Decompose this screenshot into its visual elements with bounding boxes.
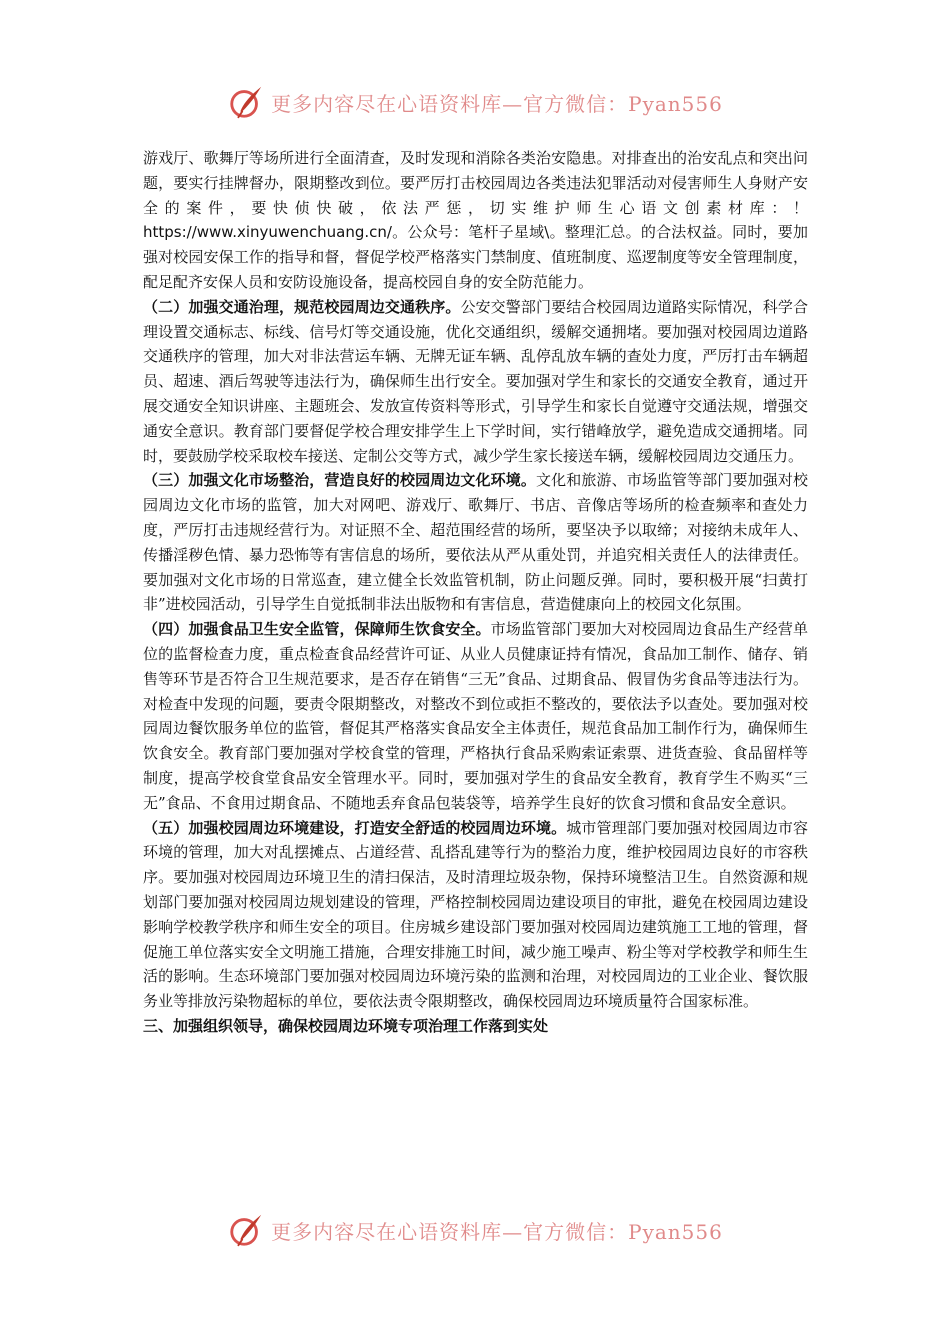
quill-circle-icon [227,1211,265,1249]
section-text: 市场监管部门要加大对校园周边食品生产经营单位的监督检查力度，重点检查食品经营许可证、从业人员健康证持有情况，食品加工制作、储存、销售等环节是否符合卫生规范要求，是否存在销售“三无”食品、过期食品、假冒伪劣食品等违法行为。对检查中发现的问题，要责令限期整改，对整改不到位或拒不整改的，要依法予以查处。要加强对校园周边餐饮服务单位的监管，督促其严格落实食品安全主体责任，规范食品加工制作行为，确保师生饮食安全。教育部门要加强对学校食堂的管理，严格执行食品采购索证索票、进货查验、食品留样等制度，提高学校食堂食品安全管理水平。同时，要加强对学生的食品安全教育，教育学生不购买“三无”食品、不食用过期食品、不随地丢弃食品包装袋等，培养学生良好的饮食习惯和食品安全意识。 [143,620,808,812]
section-title: （三）加强文化市场整治，营造良好的校园周边文化环境。 [143,471,537,490]
footer-banner [0,1210,950,1250]
section-title: （五）加强校园周边环境建设，打造安全舒适的校园周边环境。 [143,818,567,837]
section-text: 公安交警部门要结合校园周边道路实际情况，科学合理设置交通标志、标线、信号灯等交通设施，优化交通组织，缓解交通拥堵。要加强对校园周边道路交通秩序的管理，加大对非法营运车辆、无牌无证车辆、乱停乱放车辆的查处力度，严厉打击车辆超员、超速、酒后驾驶等违法行为，确保师生出行安全。要加强对学生和家长的交通安全教育，通过开展交通安全知识讲座、主题班会、发放宣传资料等形式，引导学生和家长自觉遵守交通法规，增强交通安全意识。教育部门要督促学校合理安排学生上下学时间，实行错峰放学，避免造成交通拥堵。同时，要鼓励学校采取校车接送、定制公交等方式，减少学生家长接送车辆，缓解校园周边交通压力。 [143,297,808,465]
document-body [143,146,808,1039]
header-banner [0,82,950,122]
section-title: （四）加强食品卫生安全监管，保障师生饮食安全。 [143,620,491,639]
section-text: 文化和旅游、市场监管等部门要加强对校园周边文化市场的监管，加大对网吧、游戏厅、歌舞厅、书店、音像店等场所的检查频率和查处力度，严厉打击违规经营行为。对证照不全、超范围经营的场所，要坚决予以取缔；对接纳未成年人、传播淫秽色情、暴力恐怖等有害信息的场所，要依法从严从重处罚，并追究相关责任人的法律责任。要加强对文化市场的日常巡查，建立健全长效监管机制，防止问题反弹。同时，要积极开展“扫黄打非”进校园活动，引导学生自觉抵制非法出版物和有害信息，营造健康向上的校园文化氛围。 [143,471,808,614]
section-title: （二）加强交通治理，规范校园周边交通秩序。 [143,297,461,316]
heading-organization: 三、加强组织领导，确保校园周边环境专项治理工作落到实处 [143,1016,549,1035]
section-traffic [143,295,808,469]
section-culture [143,468,808,617]
banner-text: 更多内容尽在心语资料库—官方微信：Pyan556 [271,91,723,116]
quill-circle-icon [227,83,265,121]
banner-text: 更多内容尽在心语资料库—官方微信：Pyan556 [271,1219,723,1244]
paragraph-security: 游戏厅、歌舞厅等场所进行全面清查，及时发现和消除各类治安隐患。对排查出的治安乱点和突出问题，要实行挂牌督办，限期整改到位。要严厉打击校园周边各类违法犯罪活动对侵害师生人身财产安全的案件，要快侦快破，依法严惩，切实维护师生心语文创素材库：！ https://www.xinyuwenchuang.cn/。公众号：笔杆子星域\。整理汇总。的合法权益。同时，要加强对校园安保工作的指导和督，督促学校严格落实门禁制度、值班制度、巡逻制度等安全管理制度，配足配齐安保人员和安防设施设备，提高校园自身的安全防范能力。 [143,149,808,291]
section-text: 城市管理部门要加强对校园周边市容环境的管理，加大对乱摆摊点、占道经营、乱搭乱建等行为的整治力度，维护校园周边良好的市容秩序。要加强对校园周边环境卫生的清扫保洁，及时清理垃圾杂物，保持环境整洁卫生。自然资源和规划部门要加强对校园周边规划建设的管理，严格控制校园周边建设项目的审批，避免在校园周边建设影响学校教学秩序和师生安全的项目。住房城乡建设部门要加强对校园周边建筑施工工地的管理，督促施工单位落实安全文明施工措施，合理安排施工时间，减少施工噪声、粉尘等对学校教学和师生生活的影响。生态环境部门要加强对校园周边环境污染的监测和治理，对校园周边的工业企业、餐饮服务业等排放污染物超标的单位，要依法责令限期整改，确保校园周边环境质量符合国家标准。 [143,818,808,1011]
section-environment [143,816,808,1014]
section-food [143,617,808,815]
